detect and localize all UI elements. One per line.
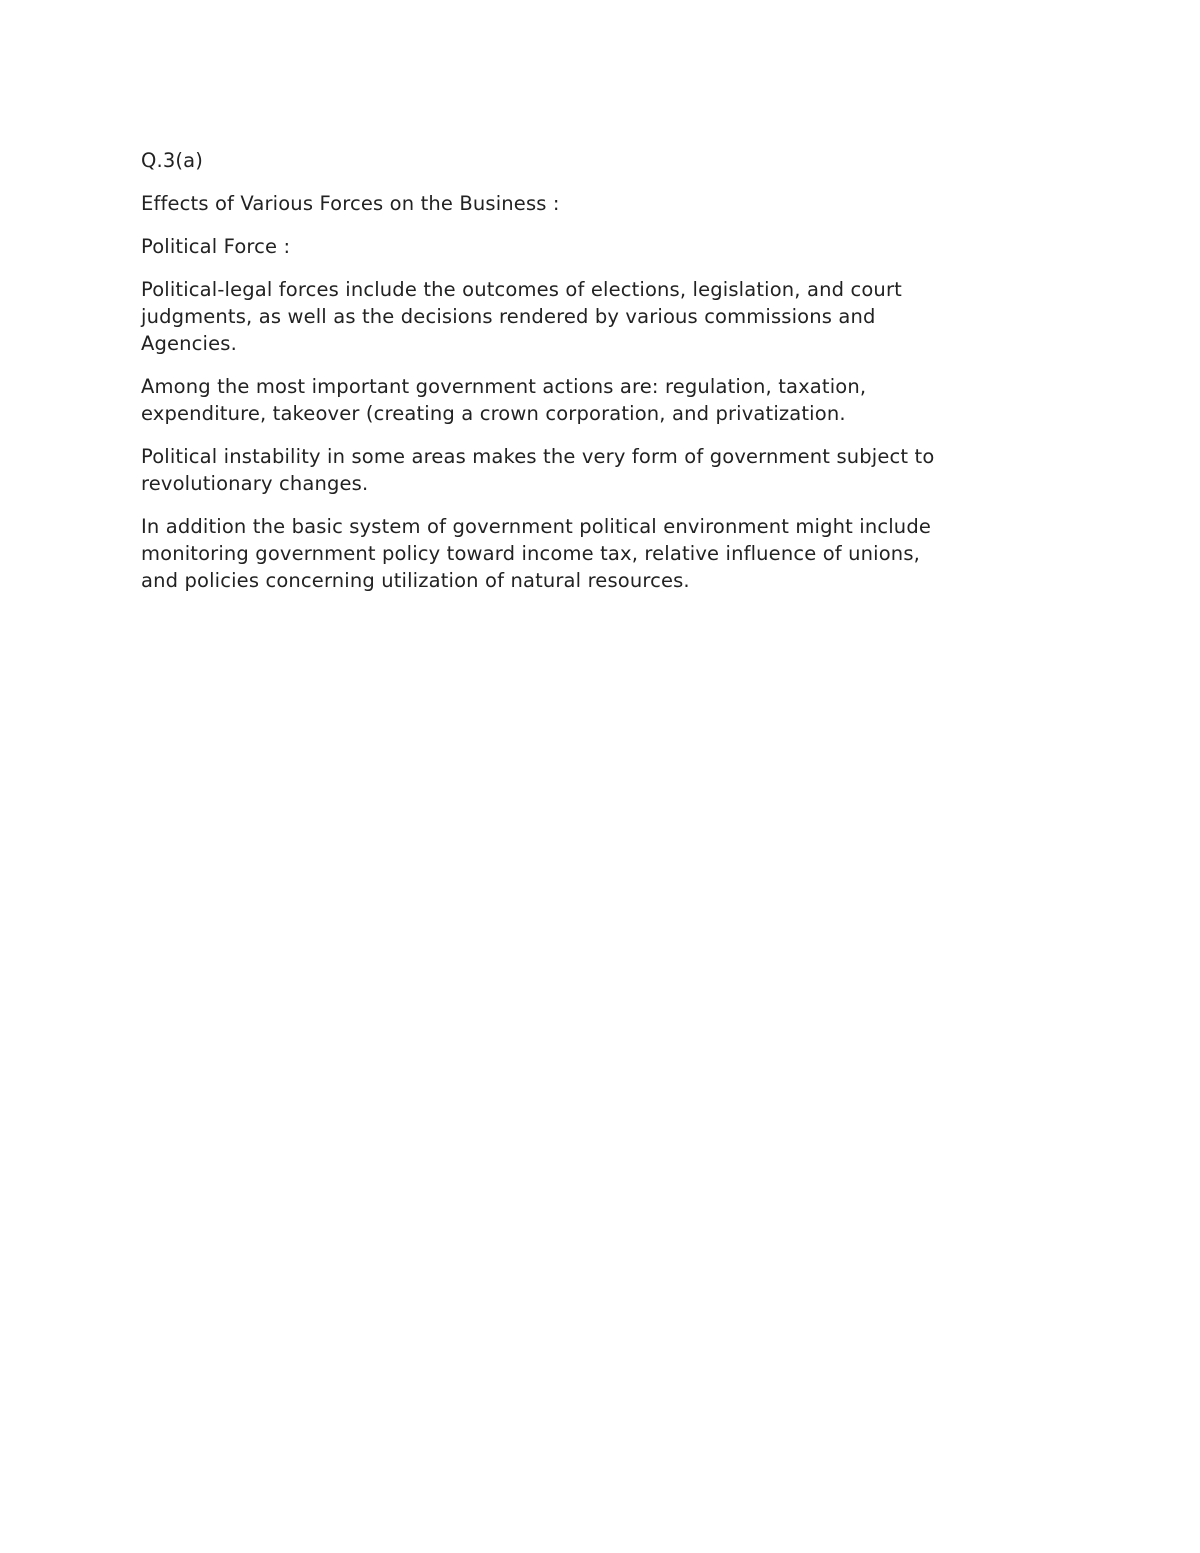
text-line: and policies concerning utilization of natural resources. xyxy=(141,569,690,592)
text-line: Agencies. xyxy=(141,332,237,355)
paragraph-political-instability xyxy=(141,443,1041,497)
text-line: Political instability in some areas makes the very form of government subject to xyxy=(141,445,935,468)
section-title: Effects of Various Forces on the Business : xyxy=(141,192,560,215)
document-body xyxy=(141,147,1041,610)
text-line: monitoring government policy toward income tax, relative influence of unions, xyxy=(141,542,920,565)
question-label: Q.3(a) xyxy=(141,149,204,172)
text-line: Political-legal forces include the outcomes of elections, legislation, and court xyxy=(141,278,902,301)
text-line: revolutionary changes. xyxy=(141,472,369,495)
text-line: Among the most important government actions are: regulation, taxation, xyxy=(141,375,867,398)
text-line: expenditure, takeover (creating a crown corporation, and privatization. xyxy=(141,402,846,425)
paragraph-basic-system xyxy=(141,513,1041,594)
paragraph-political-legal-forces xyxy=(141,276,1041,357)
subsection-title: Political Force : xyxy=(141,235,291,258)
text-line: In addition the basic system of government political environment might include xyxy=(141,515,931,538)
paragraph-government-actions xyxy=(141,373,1041,427)
text-line: judgments, as well as the decisions rendered by various commissions and xyxy=(141,305,876,328)
